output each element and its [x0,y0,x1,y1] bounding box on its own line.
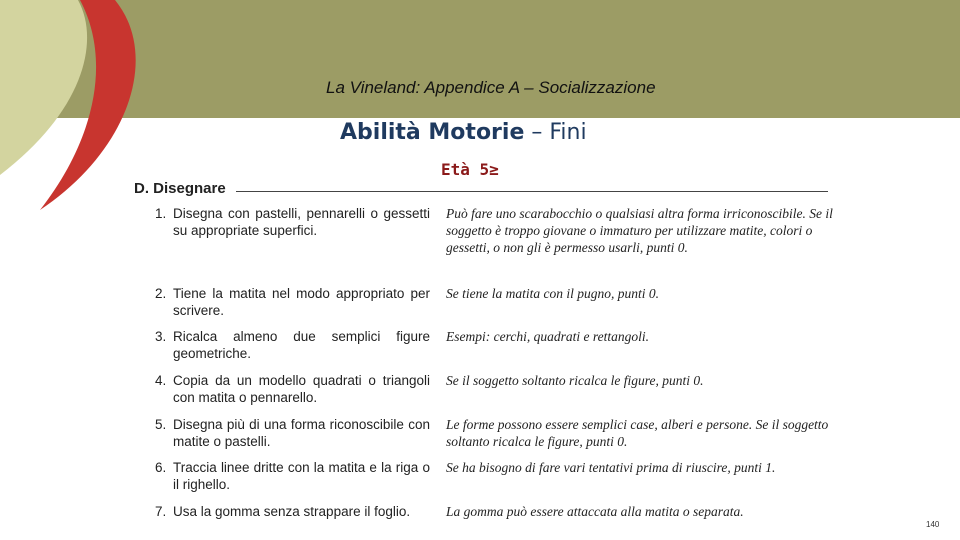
item-number: 2. [155,286,167,301]
item-7-description [155,503,430,520]
page-number: 140 [926,520,940,529]
slide-title-bold: Abilità Motorie [340,120,525,145]
item-4-note: Se il soggetto soltanto ricalca le figure, punti 0. [446,373,704,388]
item-text: Usa la gomma senza strappare il foglio. [173,504,411,519]
item-text: Traccia linee dritte con la matita e la riga o il righello. [173,460,430,492]
item-text: Disegna più di una forma riconoscibile con matite o pastelli. [173,417,430,449]
item-3-description [155,328,430,362]
item-number: 1. [155,206,167,221]
item-number: 4. [155,373,167,388]
item-4-description [155,372,430,406]
item-text: Disegna con pastelli, pennarelli o gessetti su appropriate superfici. [173,206,430,238]
item-1-note: Può fare uno scarabocchio o qualsiasi altra forma irriconoscibile. Se il soggetto è troppo giovane o immaturo per utilizzare matite, colori o gessetti, o non gli è permesso usarli, punti 0. [446,206,833,255]
section-heading: D. Disegnare [134,180,226,197]
age-label: Età 5≥ [441,160,499,179]
slide-title [340,120,587,145]
item-number: 3. [155,329,167,344]
item-5-note: Le forme possono essere semplici case, alberi e persone. Se il soggetto soltanto ricalca le figure, punti 0. [446,417,829,449]
item-7-note: La gomma può essere attaccata alla matita o separata. [446,504,744,519]
item-text: Copia da un modello quadrati o triangoli con matita o pennarello. [173,373,430,405]
item-2-note: Se tiene la matita con il pugno, punti 0. [446,286,659,301]
heading-rule [236,191,828,192]
item-3-note: Esempi: cerchi, quadrati e rettangoli. [446,329,649,344]
item-number: 7. [155,504,167,519]
pale-swoosh-shape [0,0,87,175]
item-number: 6. [155,460,167,475]
item-6-description [155,459,430,493]
item-6-note: Se ha bisogno di fare vari tentativi prima di riuscire, punti 1. [446,460,776,475]
item-1-description [155,205,430,239]
item-2-description [155,285,430,319]
slide-title-rest: – Fini [524,120,587,145]
item-text: Ricalca almeno due semplici figure geometriche. [173,329,430,361]
item-5-description [155,416,430,450]
item-number: 5. [155,417,167,432]
item-text: Tiene la matita nel modo appropriato per scrivere. [173,286,430,318]
header-title: La Vineland: Appendice A – Socializzazione [326,78,656,97]
